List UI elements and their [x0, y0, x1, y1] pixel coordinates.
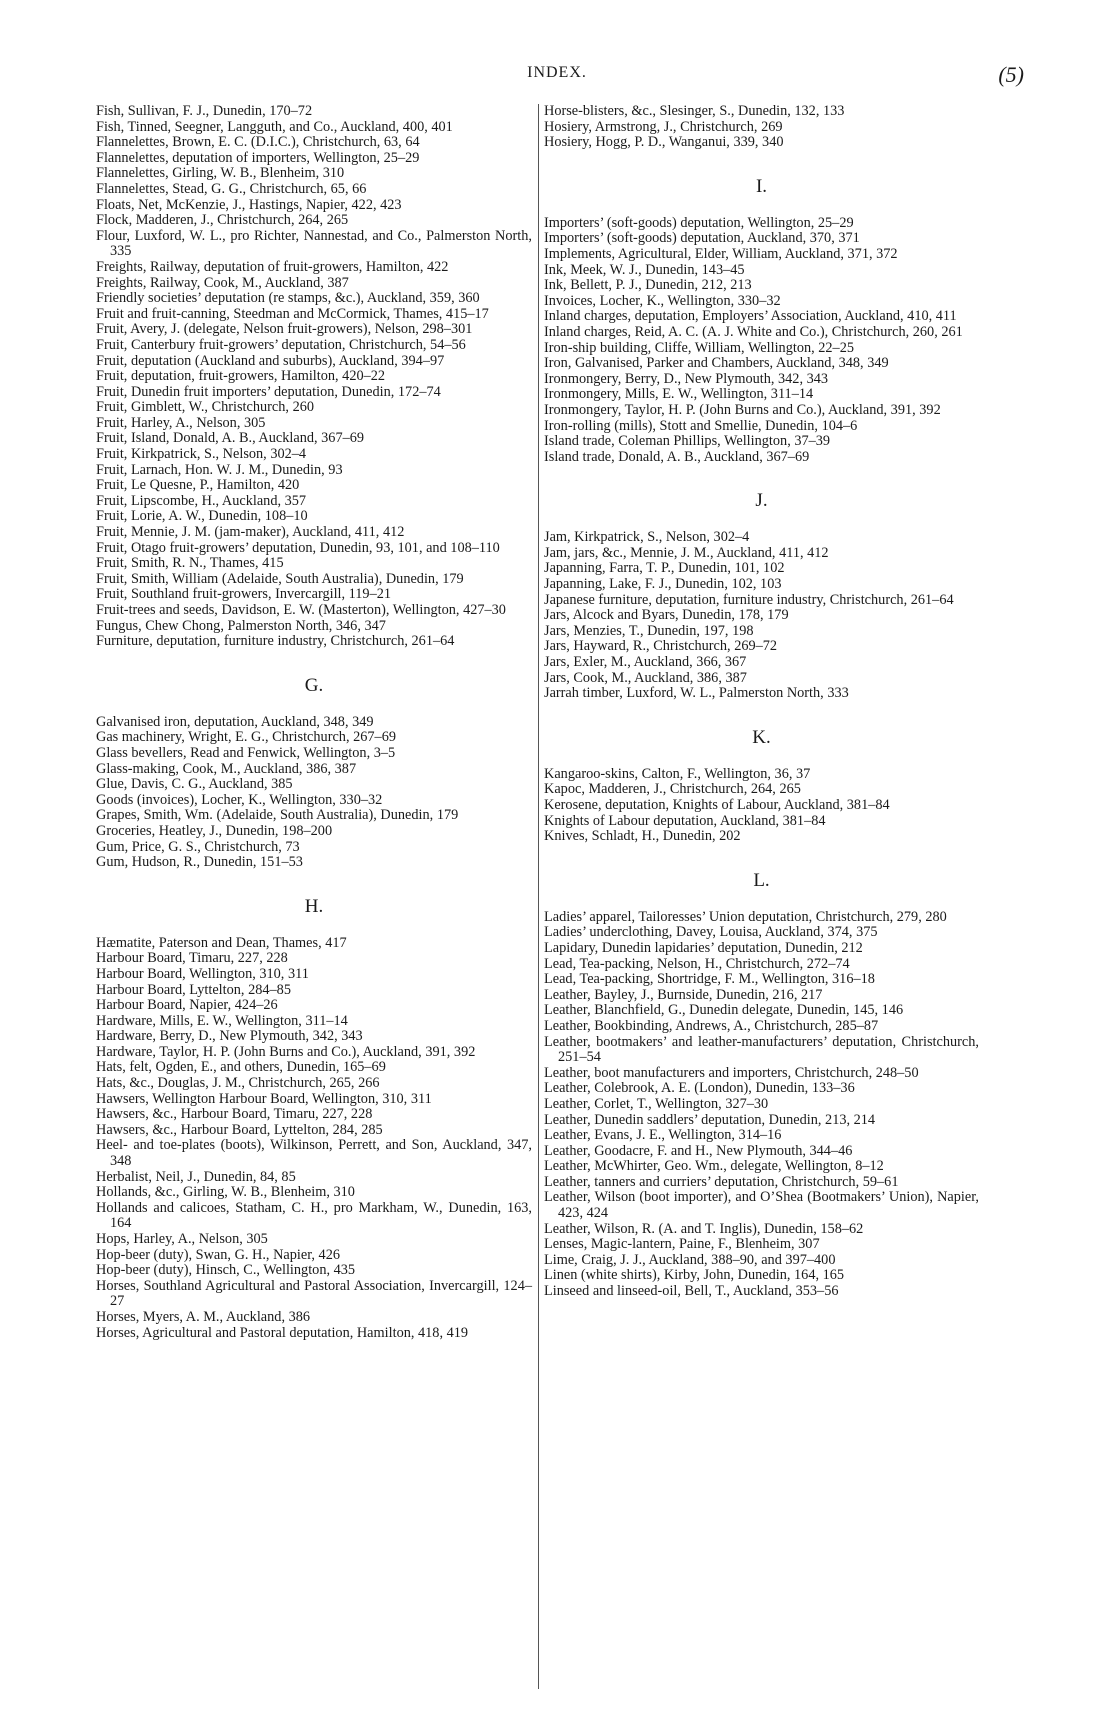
index-entry: Horses, Agricultural and Pastoral deputation, Hamilton, 418, 419 — [96, 1324, 469, 1341]
index-entry: Hats, &c., Douglas, J. M., Christchurch, 265, 266 — [96, 1075, 380, 1092]
index-entry: Hop-beer (duty), Swan, G. H., Napier, 426 — [96, 1246, 341, 1263]
index-entry: Island trade, Coleman Phillips, Wellington, 37–39 — [544, 433, 831, 450]
index-entry: Fish, Sullivan, F. J., Dunedin, 170–72 — [96, 103, 313, 119]
index-entry: Fruit, Gimblett, W., Christchurch, 260 — [96, 399, 315, 416]
index-entry: Inland charges, Reid, A. C. (A. J. White and Co.), Christchurch, 260, 261 — [544, 323, 963, 340]
index-entry: Leather, McWhirter, Geo. Wm., delegate, Wellington, 8–12 — [544, 1158, 884, 1175]
index-entry: Harbour Board, Timaru, 227, 228 — [96, 950, 288, 967]
index-entry: Lead, Tea-packing, Shortridge, F. M., Wellington, 316–18 — [544, 971, 875, 988]
index-entry: Fruit, Mennie, J. M. (jam-maker), Auckland, 411, 412 — [96, 524, 405, 541]
index-entry: Leather, Bayley, J., Burnside, Dunedin, 216, 217 — [544, 986, 823, 1003]
index-entry: Importers’ (soft-goods) deputation, Auckland, 370, 371 — [544, 230, 860, 247]
index-entry: Japanning, Lake, F. J., Dunedin, 102, 103 — [544, 576, 782, 593]
index-entry: Hats, felt, Ogden, E., and others, Dunedin, 165–69 — [96, 1059, 386, 1076]
index-entry: Importers’ (soft-goods) deputation, Wellington, 25–29 — [544, 214, 854, 231]
index-entry: Gas machinery, Wright, E. G., Christchurch, 267–69 — [96, 729, 396, 746]
index-entry: Linen (white shirts), Kirby, John, Dunedin, 164, 165 — [544, 1267, 845, 1284]
index-entry: Ladies’ apparel, Tailoresses’ Union deputation, Christchurch, 279, 280 — [544, 908, 947, 925]
index-entry: Island trade, Donald, A. B., Auckland, 367–69 — [544, 448, 810, 465]
index-entry: Flannelettes, Girling, W. B., Blenheim, 310 — [96, 165, 345, 182]
index-entry: Hollands, &c., Girling, W. B., Blenheim, 310 — [96, 1184, 355, 1201]
l-entries — [544, 910, 979, 1300]
i-entries — [544, 216, 979, 466]
index-entry: Gum, Hudson, R., Dunedin, 151–53 — [96, 854, 303, 871]
index-entry: Glass bevellers, Read and Fenwick, Wellington, 3–5 — [96, 744, 396, 761]
index-entry: Fruit, deputation, fruit-growers, Hamilton, 420–22 — [96, 368, 386, 385]
section-heading-h: H. — [304, 895, 324, 917]
index-entry: Fruit, Smith, R. N., Thames, 415 — [96, 555, 284, 572]
index-entry: Fruit and fruit-canning, Steedman and McCormick, Thames, 415–17 — [96, 305, 489, 322]
index-entry: Hawsers, &c., Harbour Board, Lyttelton, 284, 285 — [96, 1121, 383, 1138]
index-entry: Knives, Schladt, H., Dunedin, 202 — [544, 828, 741, 845]
index-entry: Kerosene, deputation, Knights of Labour, Auckland, 381–84 — [544, 797, 890, 813]
index-entry: Fruit, Dunedin fruit importers’ deputation, Dunedin, 172–74 — [96, 383, 441, 400]
section-heading-k: K. — [752, 726, 771, 748]
index-entry: Fruit, Otago fruit-growers’ deputation, Dunedin, 93, 101, and 108–110 — [96, 539, 500, 556]
index-entry: Jam, jars, &c., Mennie, J. M., Auckland, 411, 412 — [544, 544, 829, 561]
index-entry: Horses, Southland Agricultural and Pastoral Association, Invercargill, 124–27 — [96, 1277, 532, 1310]
index-entry: Floats, Net, McKenzie, J., Hastings, Napier, 422, 423 — [96, 196, 402, 213]
index-entry: Gum, Price, G. S., Christchurch, 73 — [96, 838, 300, 855]
page-title: INDEX. — [527, 64, 587, 81]
index-entry: Jars, Alcock and Byars, Dunedin, 178, 179 — [544, 607, 789, 624]
index-entry: Lead, Tea-packing, Nelson, H., Christchurch, 272–74 — [544, 955, 850, 972]
left-column — [96, 104, 532, 1341]
index-entry: Ladies’ underclothing, Davey, Louisa, Auckland, 374, 375 — [544, 924, 878, 941]
j-entries — [544, 530, 979, 702]
f-entries — [96, 104, 532, 650]
index-entry: Flock, Madderen, J., Christchurch, 264, 265 — [96, 212, 349, 229]
g-entries — [96, 715, 532, 871]
index-entry: Hollands and calicoes, Statham, C. H., pro Markham, W., Dunedin, 163, 164 — [96, 1199, 532, 1232]
index-entry: Leather, Dunedin saddlers’ deputation, Dunedin, 213, 214 — [544, 1111, 876, 1128]
section-heading-i: I. — [755, 175, 768, 197]
index-entry: Leather, Colebrook, A. E. (London), Dunedin, 133–36 — [544, 1080, 855, 1097]
h-entries — [96, 936, 532, 1341]
index-entry: Hardware, Berry, D., New Plymouth, 342, 343 — [96, 1028, 363, 1045]
index-entry: Flannelettes, Stead, G. G., Christchurch, 65, 66 — [96, 180, 367, 197]
index-entry: Lapidary, Dunedin lapidaries’ deputation, Dunedin, 212 — [544, 939, 863, 956]
index-entry: Leather, boot manufacturers and importers, Christchurch, 248–50 — [544, 1064, 919, 1081]
index-entry: Galvanised iron, deputation, Auckland, 348, 349 — [96, 713, 374, 730]
index-entry: Jars, Menzies, T., Dunedin, 197, 198 — [544, 622, 754, 639]
index-entry: Friendly societies’ deputation (re stamps, &c.), Auckland, 359, 360 — [96, 290, 480, 307]
index-entry: Leather, Wilson (boot importer), and O’Shea (Bootmakers’ Union), Napier, 423, 424 — [544, 1189, 979, 1222]
index-entry: Kangaroo-skins, Calton, F., Wellington, 36, 37 — [544, 765, 811, 782]
index-entry: Ironmongery, Mills, E. W., Wellington, 311–14 — [544, 386, 814, 403]
index-entry: Leather, Corlet, T., Wellington, 327–30 — [544, 1095, 769, 1112]
index-entry: Fruit, Avery, J. (delegate, Nelson fruit-growers), Nelson, 298–301 — [96, 321, 473, 338]
index-entry: Knights of Labour deputation, Auckland, 381–84 — [544, 812, 826, 829]
index-entry: Leather, Blanchfield, G., Dunedin delegate, Dunedin, 145, 146 — [544, 1002, 904, 1019]
index-entry: Iron-ship building, Cliffe, William, Wellington, 22–25 — [544, 339, 855, 356]
index-entry: Hop-beer (duty), Hinsch, C., Wellington, 435 — [96, 1262, 356, 1279]
index-entry: Fruit, Le Quesne, P., Hamilton, 420 — [96, 477, 300, 494]
index-entry: Fruit, Canterbury fruit-growers’ deputation, Christchurch, 54–56 — [96, 336, 466, 353]
index-entry: Leather, bootmakers’ and leather-manufacturers’ deputation, Christchurch, 251–54 — [544, 1033, 979, 1066]
index-entry: Iron, Galvanised, Parker and Chambers, Auckland, 348, 349 — [544, 355, 889, 372]
index-entry: Leather, tanners and curriers’ deputation, Christchurch, 59–61 — [544, 1173, 899, 1190]
index-entry: Hawsers, Wellington Harbour Board, Wellington, 310, 311 — [96, 1090, 432, 1107]
index-entry: Flannelettes, Brown, E. C. (D.I.C.), Christchurch, 63, 64 — [96, 134, 420, 151]
index-entry: Ink, Bellett, P. J., Dunedin, 212, 213 — [544, 277, 752, 294]
index-entry: Freights, Railway, deputation of fruit-growers, Hamilton, 422 — [96, 258, 449, 275]
column-divider — [538, 104, 539, 1689]
index-entry: Iron-rolling (mills), Stott and Smellie, Dunedin, 104–6 — [544, 417, 858, 434]
index-entry: Kapoc, Madderen, J., Christchurch, 264, 265 — [544, 781, 801, 798]
index-entry: Flour, Luxford, W. L., pro Richter, Nannestad, and Co., Palmerston North, 335 — [96, 227, 532, 260]
index-entry: Hops, Harley, A., Nelson, 305 — [96, 1231, 268, 1247]
section-heading-g: G. — [304, 674, 324, 696]
index-entry: Japanese furniture, deputation, furniture industry, Christchurch, 261–64 — [544, 591, 954, 608]
index-entry: Fruit, Lipscombe, H., Auckland, 357 — [96, 492, 307, 509]
index-entry: Lime, Craig, J. J., Auckland, 388–90, and 397–400 — [544, 1251, 836, 1268]
index-entry: Harbour Board, Napier, 424–26 — [96, 997, 278, 1014]
index-entry: Japanning, Farra, T. P., Dunedin, 101, 102 — [544, 560, 785, 577]
index-entry: Hosiery, Armstrong, J., Christchurch, 269 — [544, 118, 783, 135]
index-entry: Freights, Railway, Cook, M., Auckland, 387 — [96, 274, 349, 291]
index-entry: Leather, Evans, J. E., Wellington, 314–16 — [544, 1127, 782, 1144]
section-heading-j: J. — [755, 490, 768, 512]
index-entry: Leather, Wilson, R. (A. and T. Inglis), Dunedin, 158–62 — [544, 1220, 864, 1237]
index-entry: Herbalist, Neil, J., Dunedin, 84, 85 — [96, 1168, 296, 1185]
page-header — [0, 62, 1114, 86]
index-entry: Lenses, Magic-lantern, Paine, F., Blenheim, 307 — [544, 1236, 820, 1253]
index-entry: Fruit, Larnach, Hon. W. J. M., Dunedin, 93 — [96, 461, 343, 478]
index-entry: Fruit, Lorie, A. W., Dunedin, 108–10 — [96, 508, 308, 525]
index-entry: Hæmatite, Paterson and Dean, Thames, 417 — [96, 934, 347, 951]
page-number: (5) — [998, 62, 1024, 87]
index-entry: Jarrah timber, Luxford, W. L., Palmerston North, 333 — [544, 685, 849, 702]
index-entry: Grapes, Smith, Wm. (Adelaide, South Australia), Dunedin, 179 — [96, 807, 459, 824]
index-entry: Hawsers, &c., Harbour Board, Timaru, 227, 228 — [96, 1106, 373, 1123]
index-entry: Jam, Kirkpatrick, S., Nelson, 302–4 — [544, 529, 750, 546]
index-entry: Implements, Agricultural, Elder, William, Auckland, 371, 372 — [544, 245, 898, 262]
index-entry: Heel- and toe-plates (boots), Wilkinson, Perrett, and Son, Auckland, 347, 348 — [96, 1137, 532, 1170]
index-entry: Horse-blisters, &c., Slesinger, S., Dunedin, 132, 133 — [544, 103, 845, 119]
index-entry: Fruit, Smith, William (Adelaide, South Australia), Dunedin, 179 — [96, 570, 464, 587]
index-entry: Invoices, Locher, K., Wellington, 330–32 — [544, 292, 781, 309]
index-entry: Fruit, Kirkpatrick, S., Nelson, 302–4 — [96, 446, 307, 463]
index-entry: Ironmongery, Berry, D., New Plymouth, 342, 343 — [544, 370, 829, 387]
k-entries — [544, 767, 979, 845]
index-entry: Leather, Goodacre, F. and H., New Plymouth, 344–46 — [544, 1142, 853, 1159]
index-entry: Goods (invoices), Locher, K., Wellington, 330–32 — [96, 791, 383, 808]
index-entry: Leather, Bookbinding, Andrews, A., Christchurch, 285–87 — [544, 1017, 879, 1034]
index-entry: Glass-making, Cook, M., Auckland, 386, 387 — [96, 760, 357, 777]
right-column — [544, 104, 979, 1300]
index-entry: Ink, Meek, W. J., Dunedin, 143–45 — [544, 261, 745, 278]
index-entry: Fruit, Southland fruit-growers, Invercargill, 119–21 — [96, 586, 392, 603]
index-entry: Jars, Cook, M., Auckland, 386, 387 — [544, 669, 747, 686]
index-entry: Flannelettes, deputation of importers, Wellington, 25–29 — [96, 149, 420, 166]
index-entry: Fungus, Chew Chong, Palmerston North, 346, 347 — [96, 617, 386, 634]
index-entry: Hardware, Taylor, H. P. (John Burns and Co.), Auckland, 391, 392 — [96, 1043, 476, 1060]
section-heading-l: L. — [753, 869, 770, 891]
index-entry: Ironmongery, Taylor, H. P. (John Burns and Co.), Auckland, 391, 392 — [544, 401, 941, 418]
index-entry: Harbour Board, Lyttelton, 284–85 — [96, 981, 291, 998]
index-entry: Hardware, Mills, E. W., Wellington, 311–14 — [96, 1012, 348, 1029]
index-entry: Jars, Exler, M., Auckland, 366, 367 — [544, 654, 747, 671]
index-entry: Inland charges, deputation, Employers’ Association, Auckland, 410, 411 — [544, 308, 957, 325]
index-entry: Jars, Hayward, R., Christchurch, 269–72 — [544, 638, 778, 655]
index-entry: Glue, Davis, C. G., Auckland, 385 — [96, 776, 293, 793]
h-entries-continued — [544, 104, 979, 151]
index-entry: Fruit, deputation (Auckland and suburbs), Auckland, 394–97 — [96, 352, 445, 369]
index-entry: Harbour Board, Wellington, 310, 311 — [96, 965, 309, 982]
index-entry: Furniture, deputation, furniture industry, Christchurch, 261–64 — [96, 633, 455, 650]
index-entry: Groceries, Heatley, J., Dunedin, 198–200 — [96, 822, 333, 839]
index-entry: Hosiery, Hogg, P. D., Wanganui, 339, 340 — [544, 134, 784, 151]
index-entry: Fruit, Harley, A., Nelson, 305 — [96, 414, 266, 431]
index-entry: Fruit, Island, Donald, A. B., Auckland, 367–69 — [96, 430, 365, 447]
index-entry: Fruit-trees and seeds, Davidson, E. W. (Masterton), Wellington, 427–30 — [96, 602, 506, 618]
index-entry: Linseed and linseed-oil, Bell, T., Auckland, 353–56 — [544, 1283, 839, 1300]
index-entry: Fish, Tinned, Seegner, Langguth, and Co., Auckland, 400, 401 — [96, 118, 453, 135]
index-entry: Horses, Myers, A. M., Auckland, 386 — [96, 1308, 311, 1325]
